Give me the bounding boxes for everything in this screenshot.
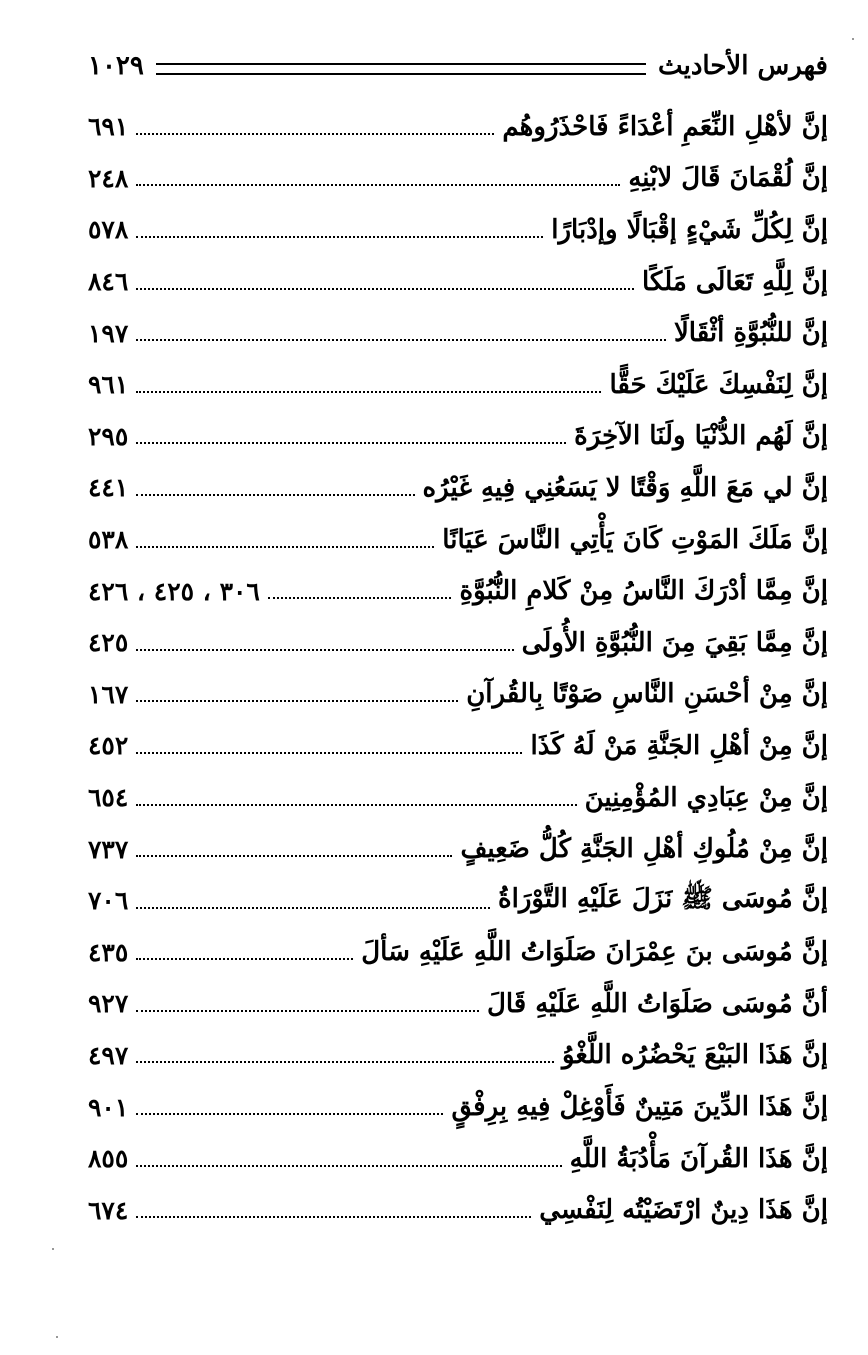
entry-page-reference: ٧٣٧ <box>88 834 129 864</box>
dot-leader <box>136 958 353 960</box>
entry-page-reference: ٧٠٦ <box>88 886 129 916</box>
dot-leader <box>136 649 513 651</box>
running-header <box>88 46 828 86</box>
dot-leader <box>136 339 666 341</box>
index-entry <box>88 256 828 308</box>
hadith-incipit: إنَّ مِنْ مُلُوكِ أهْلِ الجَنَّةِ كُلُّ ضَعِيفٍ <box>460 834 828 865</box>
index-entry <box>88 823 828 875</box>
margin-speck <box>52 1248 54 1250</box>
index-entry <box>88 462 828 514</box>
index-entry <box>88 101 828 153</box>
index-entry <box>88 411 828 463</box>
entry-page-reference: ٩٠١ <box>88 1092 129 1122</box>
entry-page-reference: ٤٣٥ <box>88 937 129 967</box>
index-entry <box>88 978 828 1030</box>
hadith-incipit: إنَّ لِلَّهِ تَعَالَى مَلَكًا <box>641 266 828 297</box>
index-entry <box>88 204 828 256</box>
dot-leader <box>136 1061 554 1063</box>
hadith-incipit: إنَّ مُوسَى ﷺ نَزَلَ عَلَيْهِ التَّوْرَاةُ <box>497 883 828 914</box>
dot-leader <box>136 907 490 909</box>
hadith-incipit: إنَّ هَذَا القُرآنَ مَأْدُبَةُ اللَّهِ <box>569 1143 828 1174</box>
index-entry <box>88 720 828 772</box>
entry-page-reference: ٥٧٨ <box>88 215 129 245</box>
index-entry <box>88 1030 828 1082</box>
entry-page-reference: ٩٢٧ <box>88 989 129 1019</box>
hadith-incipit: إنَّ هَذَا البَيْعَ يَحْضُرُه اللَّغْوُ <box>561 1040 828 1071</box>
dot-leader <box>136 236 543 238</box>
index-entry <box>88 153 828 205</box>
dot-leader <box>136 494 414 496</box>
index-entry <box>88 1133 828 1185</box>
dot-leader <box>136 391 601 393</box>
dot-leader <box>136 1113 443 1115</box>
dot-leader <box>136 133 494 135</box>
hadith-incipit: إنَّ لِنَفْسِكَ عَلَيْكَ حَقًّا <box>609 369 828 400</box>
hadith-incipit: إنَّ مُوسَى بنَ عِمْرَانَ صَلَوَاتُ اللَّهِ عَلَيْهِ سَألَ <box>361 937 828 968</box>
hadith-incipit: أنَّ مُوسَى صَلَوَاتُ اللَّهِ عَلَيْهِ قَالَ <box>486 988 828 1019</box>
entry-page-reference: ٤٤١ <box>88 473 129 503</box>
entry-page-reference: ٤٩٧ <box>88 1040 129 1070</box>
dot-leader <box>136 546 434 548</box>
hadith-incipit: إنَّ لُقْمَانَ قَالَ لابْنِهِ <box>628 163 828 194</box>
dot-leader <box>136 752 522 754</box>
dot-leader <box>136 442 566 444</box>
entry-page-reference: ٤٢٥ <box>88 628 129 658</box>
entry-page-reference: ٦٩١ <box>88 112 129 142</box>
hadith-incipit: إنَّ مِمَّا بَقِيَ مِنَ النُّبُوَّةِ الأُولَى <box>521 627 828 658</box>
hadith-index-list <box>88 101 828 1236</box>
hadith-incipit: إنَّ للنُّبُوَّةِ أثْقَالًا <box>673 318 828 349</box>
index-entry <box>88 669 828 721</box>
hadith-incipit: إنَّ مِمَّا أدْرَكَ النَّاسُ مِنْ كَلامِ النُّبُوَّةِ <box>459 576 828 607</box>
entry-page-reference: ١٩٧ <box>88 318 129 348</box>
hadith-incipit: إنَّ لأهْلِ النِّعَمِ أعْدَاءً فَاحْذَرُوهُم <box>502 111 828 142</box>
hadith-incipit: إنَّ هَذَا الدِّينَ مَتِينٌ فَأَوْغِلْ فِيهِ بِرِفْقٍ <box>451 1092 828 1123</box>
dot-leader <box>136 855 452 857</box>
entry-page-reference: ٨٤٦ <box>88 267 129 297</box>
entry-page-reference: ٢٩٥ <box>88 421 129 451</box>
entry-page-reference: ٥٣٨ <box>88 525 129 555</box>
index-entry <box>88 514 828 566</box>
margin-speck <box>852 38 854 40</box>
dot-leader <box>136 184 620 186</box>
margin-speck <box>56 1336 58 1338</box>
index-entry <box>88 875 828 927</box>
dot-leader <box>268 597 452 599</box>
dot-leader <box>136 288 634 290</box>
hadith-incipit: إنَّ لي مَعَ اللَّهِ وَقْتًا لا يَسَعُنِي فِيهِ غَيْرُه <box>422 472 828 503</box>
entry-page-reference: ٢٤٨ <box>88 163 129 193</box>
header-double-rule <box>156 63 646 75</box>
hadith-incipit: إنَّ لَهُم الدُّنْيَا ولَنَا الآخِرَةَ <box>574 421 828 452</box>
dot-leader <box>136 700 458 702</box>
dot-leader <box>136 1010 479 1012</box>
index-entry <box>88 617 828 669</box>
header-title: فهرس الأحاديث <box>658 51 828 81</box>
dot-leader <box>136 1165 561 1167</box>
page-number: ١٠٢٩ <box>88 51 144 81</box>
hadith-incipit: إنَّ مِنْ أهْلِ الجَنَّةِ مَنْ لَهُ كَذَا <box>530 730 828 761</box>
index-entry <box>88 307 828 359</box>
dot-leader <box>136 804 576 806</box>
hadith-incipit: إنَّ مِنْ أحْسَنِ النَّاسِ صَوْتًا بِالقُرآنِ <box>466 679 828 710</box>
index-entry <box>88 1081 828 1133</box>
hadith-incipit: إنَّ لِكُلِّ شَيْءٍ إقْبَالًا وإدْبَارًا <box>551 214 828 245</box>
dot-leader <box>136 1216 531 1218</box>
entry-page-reference: ٣٠٦ ، ٤٢٥ ، ٤٢٦ <box>88 576 260 606</box>
entry-page-reference: ٦٥٤ <box>88 783 129 813</box>
index-entry <box>88 927 828 979</box>
hadith-incipit: إنَّ مِنْ عِبَادِي المُؤْمِنِينَ <box>584 782 828 813</box>
index-entry <box>88 359 828 411</box>
entry-page-reference: ٤٥٢ <box>88 731 129 761</box>
hadith-incipit: إنَّ هَذَا دِينٌ ارْتَضَيْتُه لِنَفْسِي <box>539 1195 828 1226</box>
entry-page-reference: ٨٥٥ <box>88 1144 129 1174</box>
index-entry <box>88 565 828 617</box>
entry-page-reference: ٩٦١ <box>88 370 129 400</box>
entry-page-reference: ١٦٧ <box>88 679 129 709</box>
entry-page-reference: ٦٧٤ <box>88 1195 129 1225</box>
hadith-incipit: إنَّ مَلَكَ المَوْتِ كَانَ يَأْتِي النَّاسَ عَيَانًا <box>442 524 828 555</box>
index-entry <box>88 1184 828 1236</box>
index-entry <box>88 772 828 824</box>
